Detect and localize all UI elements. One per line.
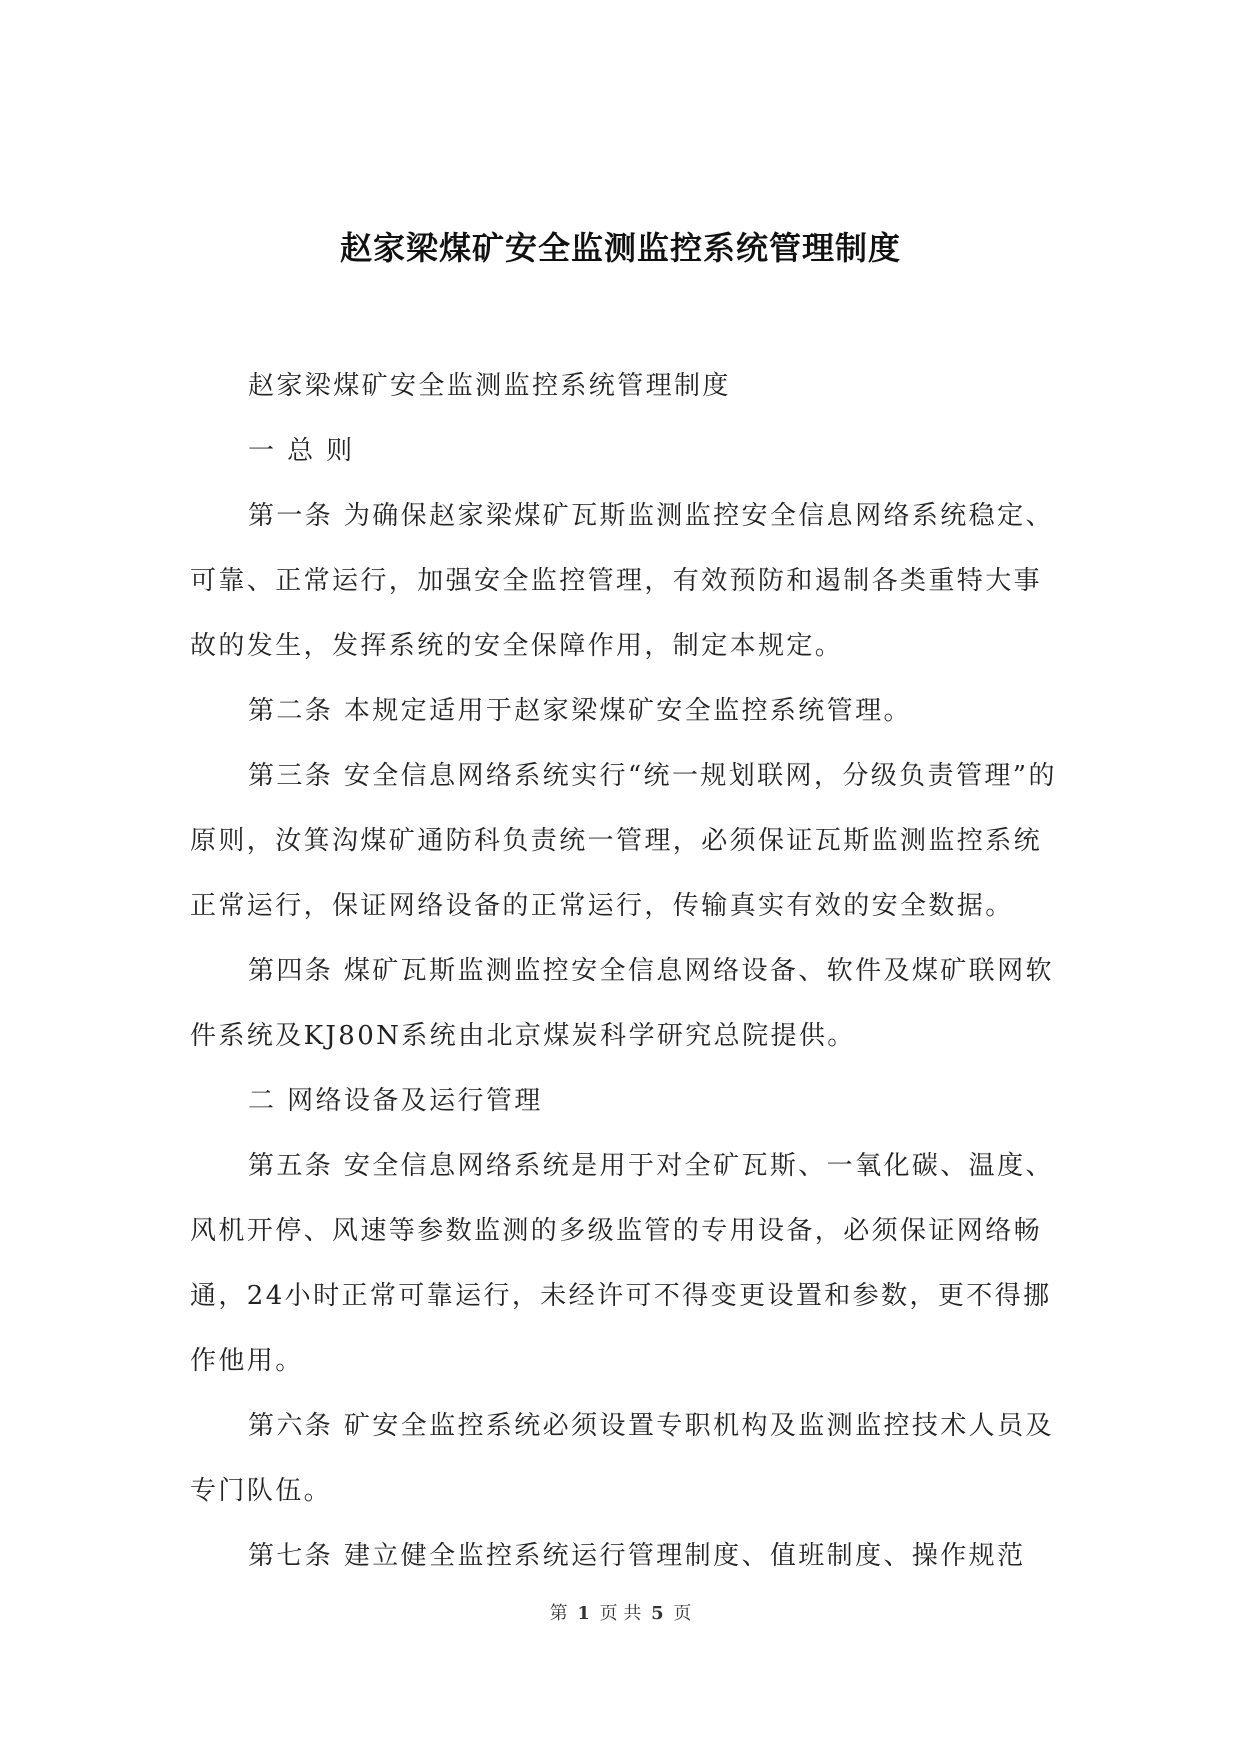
page-footer xyxy=(0,1600,1241,1628)
footer-page-number: 1 xyxy=(577,1603,590,1624)
article-1: 第一条 为确保赵家梁煤矿瓦斯监测监控安全信息网络系统稳定、可靠、正常运行，加强安全监控管理，有效预防和遏制各类重特大事故的发生，发挥系统的安全保障作用，制定本规定。 xyxy=(190,501,1054,661)
article-3: 第三条 安全信息网络系统实行“统一规划联网，分级负责管理”的原则，汝箕沟煤矿通防科负责统一管理，必须保证瓦斯监测监控系统正常运行，保证网络设备的正常运行，传输真实有效的安全数据。 xyxy=(190,761,1057,921)
footer-middle: 页 共 xyxy=(599,1603,642,1624)
article-4: 第四条 煤矿瓦斯监测监控安全信息网络设备、软件及煤矿联网软件系统及KJ80N系统由北京煤炭科学研究总院提供。 xyxy=(190,956,1054,1051)
section-heading-general: 一 总 则 xyxy=(248,436,355,466)
article-6: 第六条 矿安全监控系统必须设置专职机构及监测监控技术人员及专门队伍。 xyxy=(190,1411,1054,1506)
footer-prefix: 第 xyxy=(549,1603,568,1624)
section-heading-network: 二 网络设备及运行管理 xyxy=(248,1086,543,1116)
paragraph-heading: 赵家梁煤矿安全监测监控系统管理制度 xyxy=(248,371,731,401)
footer-suffix: 页 xyxy=(673,1603,692,1624)
footer-total-pages: 5 xyxy=(651,1603,664,1624)
article-7: 第七条 建立健全监控系统运行管理制度、值班制度、操作规范 xyxy=(248,1541,1026,1571)
article-2: 第二条 本规定适用于赵家梁煤矿安全监控系统管理。 xyxy=(248,696,912,726)
article-5: 第五条 安全信息网络系统是用于对全矿瓦斯、一氧化碳、温度、风机开停、风速等参数监测的多级监管的专用设备，必须保证网络畅通，24小时正常可靠运行，未经许可不得变更设置和参数，更不得挪作他用。 xyxy=(190,1151,1054,1376)
document-title: 赵家梁煤矿安全监测监控系统管理制度 xyxy=(339,229,901,267)
document-body xyxy=(190,354,1062,1589)
